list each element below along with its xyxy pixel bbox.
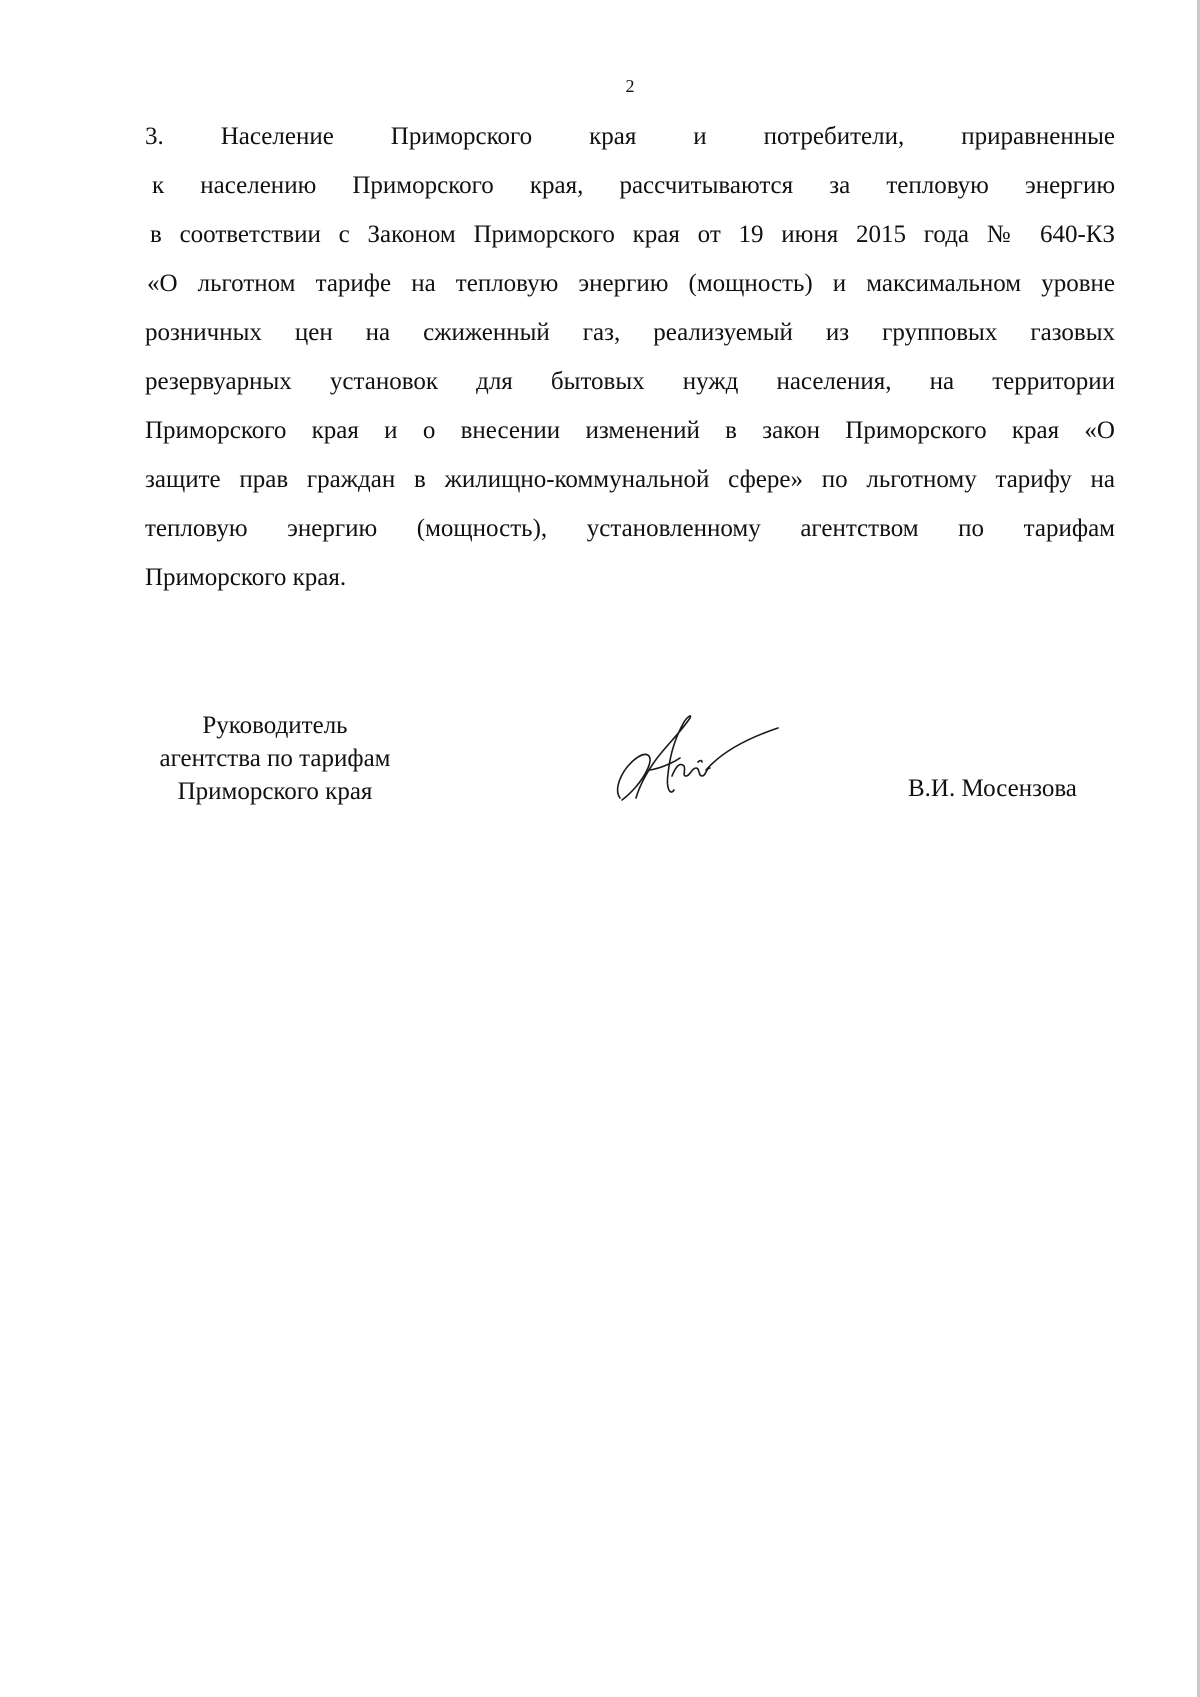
paragraph-line: 3. Население Приморского края и потребители, приравненные — [145, 123, 1115, 150]
paragraph-line: Приморского края и о внесении изменений в закон Приморского края «О — [145, 417, 1115, 444]
paragraph-line: тепловую энергию (мощность), установленному агентством по тарифам — [145, 515, 1115, 542]
paragraph-line: защите прав граждан в жилищно-коммунальной сфере» по льготному тарифу на — [145, 466, 1115, 493]
paragraph-line: «О льготном тарифе на тепловую энергию (мощность) и максимальном уровне — [147, 270, 1115, 297]
signatory-title-line: агентства по тарифам — [159, 745, 391, 772]
handwritten-signature-icon — [610, 710, 790, 810]
signatory-title-line: Руководитель — [202, 712, 348, 739]
paragraph-line: Приморского края. — [145, 564, 347, 591]
paragraph-line: к населению Приморского края, рассчитываются за тепловую энергию — [152, 172, 1115, 199]
signatory-title-line: Приморского края — [177, 778, 373, 805]
signatory-title — [140, 709, 410, 808]
signer-name: В.И. Мосензова — [908, 775, 1077, 802]
paragraph-line: розничных цен на сжиженный газ, реализуемый из групповых газовых — [145, 319, 1115, 346]
paragraph-line: в соответствии с Законом Приморского края от 19 июня 2015 года № 640-КЗ — [150, 221, 1115, 248]
paragraph-line: резервуарных установок для бытовых нужд населения, на территории — [145, 368, 1115, 395]
page-number: 2 — [625, 76, 635, 96]
